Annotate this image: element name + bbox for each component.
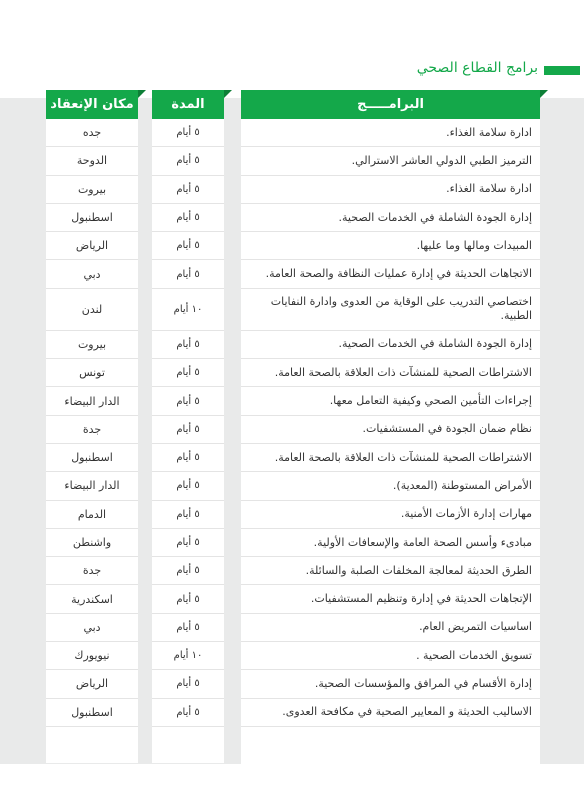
place-cell: بيروت [46,176,138,204]
program-cell: إدارة الأقسام في المرافق والمؤسسات الصحية. [241,670,540,698]
duration-cell: ٥ أيام [152,670,224,698]
program-cell: المبيدات ومالها وما عليها. [241,232,540,260]
column-duration [152,90,224,763]
program-cell: ادارة سلامة الغذاء. [241,119,540,147]
header-place: مكان الإنعقاد [46,90,138,119]
duration-cell: ٥ أيام [152,387,224,415]
program-cell: الاشتراطات الصحية للمنشآت ذات العلاقة بالصحة العامة. [241,359,540,387]
title-accent-bar [544,66,580,75]
duration-cell: ٥ أيام [152,119,224,147]
program-cell: مهارات إدارة الأزمات الأمنية. [241,501,540,529]
program-cell: تسويق الخدمات الصحية . [241,642,540,670]
program-cell: الترميز الطبي الدولي العاشر الاسترالي. [241,147,540,175]
column-duration-body [152,119,224,763]
duration-cell: ٥ أيام [152,204,224,232]
duration-cell: ٥ أيام [152,444,224,472]
place-cell: نيويورك [46,642,138,670]
place-cell: الدار البيضاء [46,472,138,500]
duration-cell: ٥ أيام [152,614,224,642]
column-programs [241,90,540,789]
program-cell: الأمراض المستوطنة (المعدية). [241,472,540,500]
program-cell: الاساليب الحديثة و المعايير الصحية في مكافحة العدوى. [241,699,540,727]
program-cell: الاشتراطات الصحية للمنشآت ذات العلاقة بالصحة العامة. [241,444,540,472]
duration-cell: ١٠ أيام [152,642,224,670]
duration-cell: ٥ أيام [152,585,224,613]
column-place [46,90,138,763]
place-cell: الرياض [46,670,138,698]
header-duration: المدة [152,90,224,119]
program-cell: ادارة سلامة الغذاء. [241,176,540,204]
duration-cell: ١٠ أيام [152,289,224,331]
duration-cell: ٥ أيام [152,557,224,585]
duration-cell: ٥ أيام [152,472,224,500]
place-cell: الدمام [46,501,138,529]
program-cell: إجراءات التأمين الصحي وكيفية التعامل معها. [241,387,540,415]
place-cell: الرياض [46,232,138,260]
place-cell: جده [46,119,138,147]
place-cell: واشنطن [46,529,138,557]
place-cell: جدة [46,557,138,585]
program-cell: اساسيات التمريض العام. [241,614,540,642]
place-cell: اسكندرية [46,585,138,613]
program-cell: اختصاصي التدريب على الوقاية من العدوى وادارة النفايات الطبية. [241,289,540,331]
place-cell: بيروت [46,331,138,359]
duration-cell: ٥ أيام [152,232,224,260]
place-cell: اسطنبول [46,444,138,472]
duration-cell: ٥ أيام [152,501,224,529]
place-cell: اسطنبول [46,204,138,232]
program-cell: الطرق الحديثة لمعالجة المخلفات الصلبة والسائلة. [241,557,540,585]
duration-cell: ٥ أيام [152,699,224,727]
program-cell: إدارة الجودة الشاملة في الخدمات الصحية. [241,331,540,359]
place-cell: اسطنبول [46,699,138,727]
program-cell: مبادىء وأسس الصحة العامة والإسعافات الأولية. [241,529,540,557]
program-cell: الاتجاهات الحديثة في إدارة عمليات النظافة والصحة العامة. [241,260,540,288]
place-cell: دبي [46,614,138,642]
duration-cell: ٥ أيام [152,416,224,444]
page-title: برامج القطاع الصحي [416,60,538,76]
program-cell: الإتجاهات الحديثة في إدارة وتنظيم المستشفيات. [241,585,540,613]
duration-cell: ٥ أيام [152,260,224,288]
duration-cell: ٥ أيام [152,359,224,387]
column-place-body [46,119,138,763]
header-programs: البرامـــــج [241,90,540,119]
place-cell: الدوحة [46,147,138,175]
column-programs-body [241,119,540,789]
duration-cell: ٥ أيام [152,176,224,204]
duration-cell: ٥ أيام [152,147,224,175]
place-cell: لندن [46,289,138,331]
place-cell: تونس [46,359,138,387]
program-cell: نظام ضمان الجودة في المستشفيات. [241,416,540,444]
place-cell: جدة [46,416,138,444]
place-cell: الدار البيضاء [46,387,138,415]
duration-cell: ٥ أيام [152,529,224,557]
program-cell: إدارة الجودة الشاملة في الخدمات الصحية. [241,204,540,232]
place-cell: دبي [46,260,138,288]
duration-cell: ٥ أيام [152,331,224,359]
